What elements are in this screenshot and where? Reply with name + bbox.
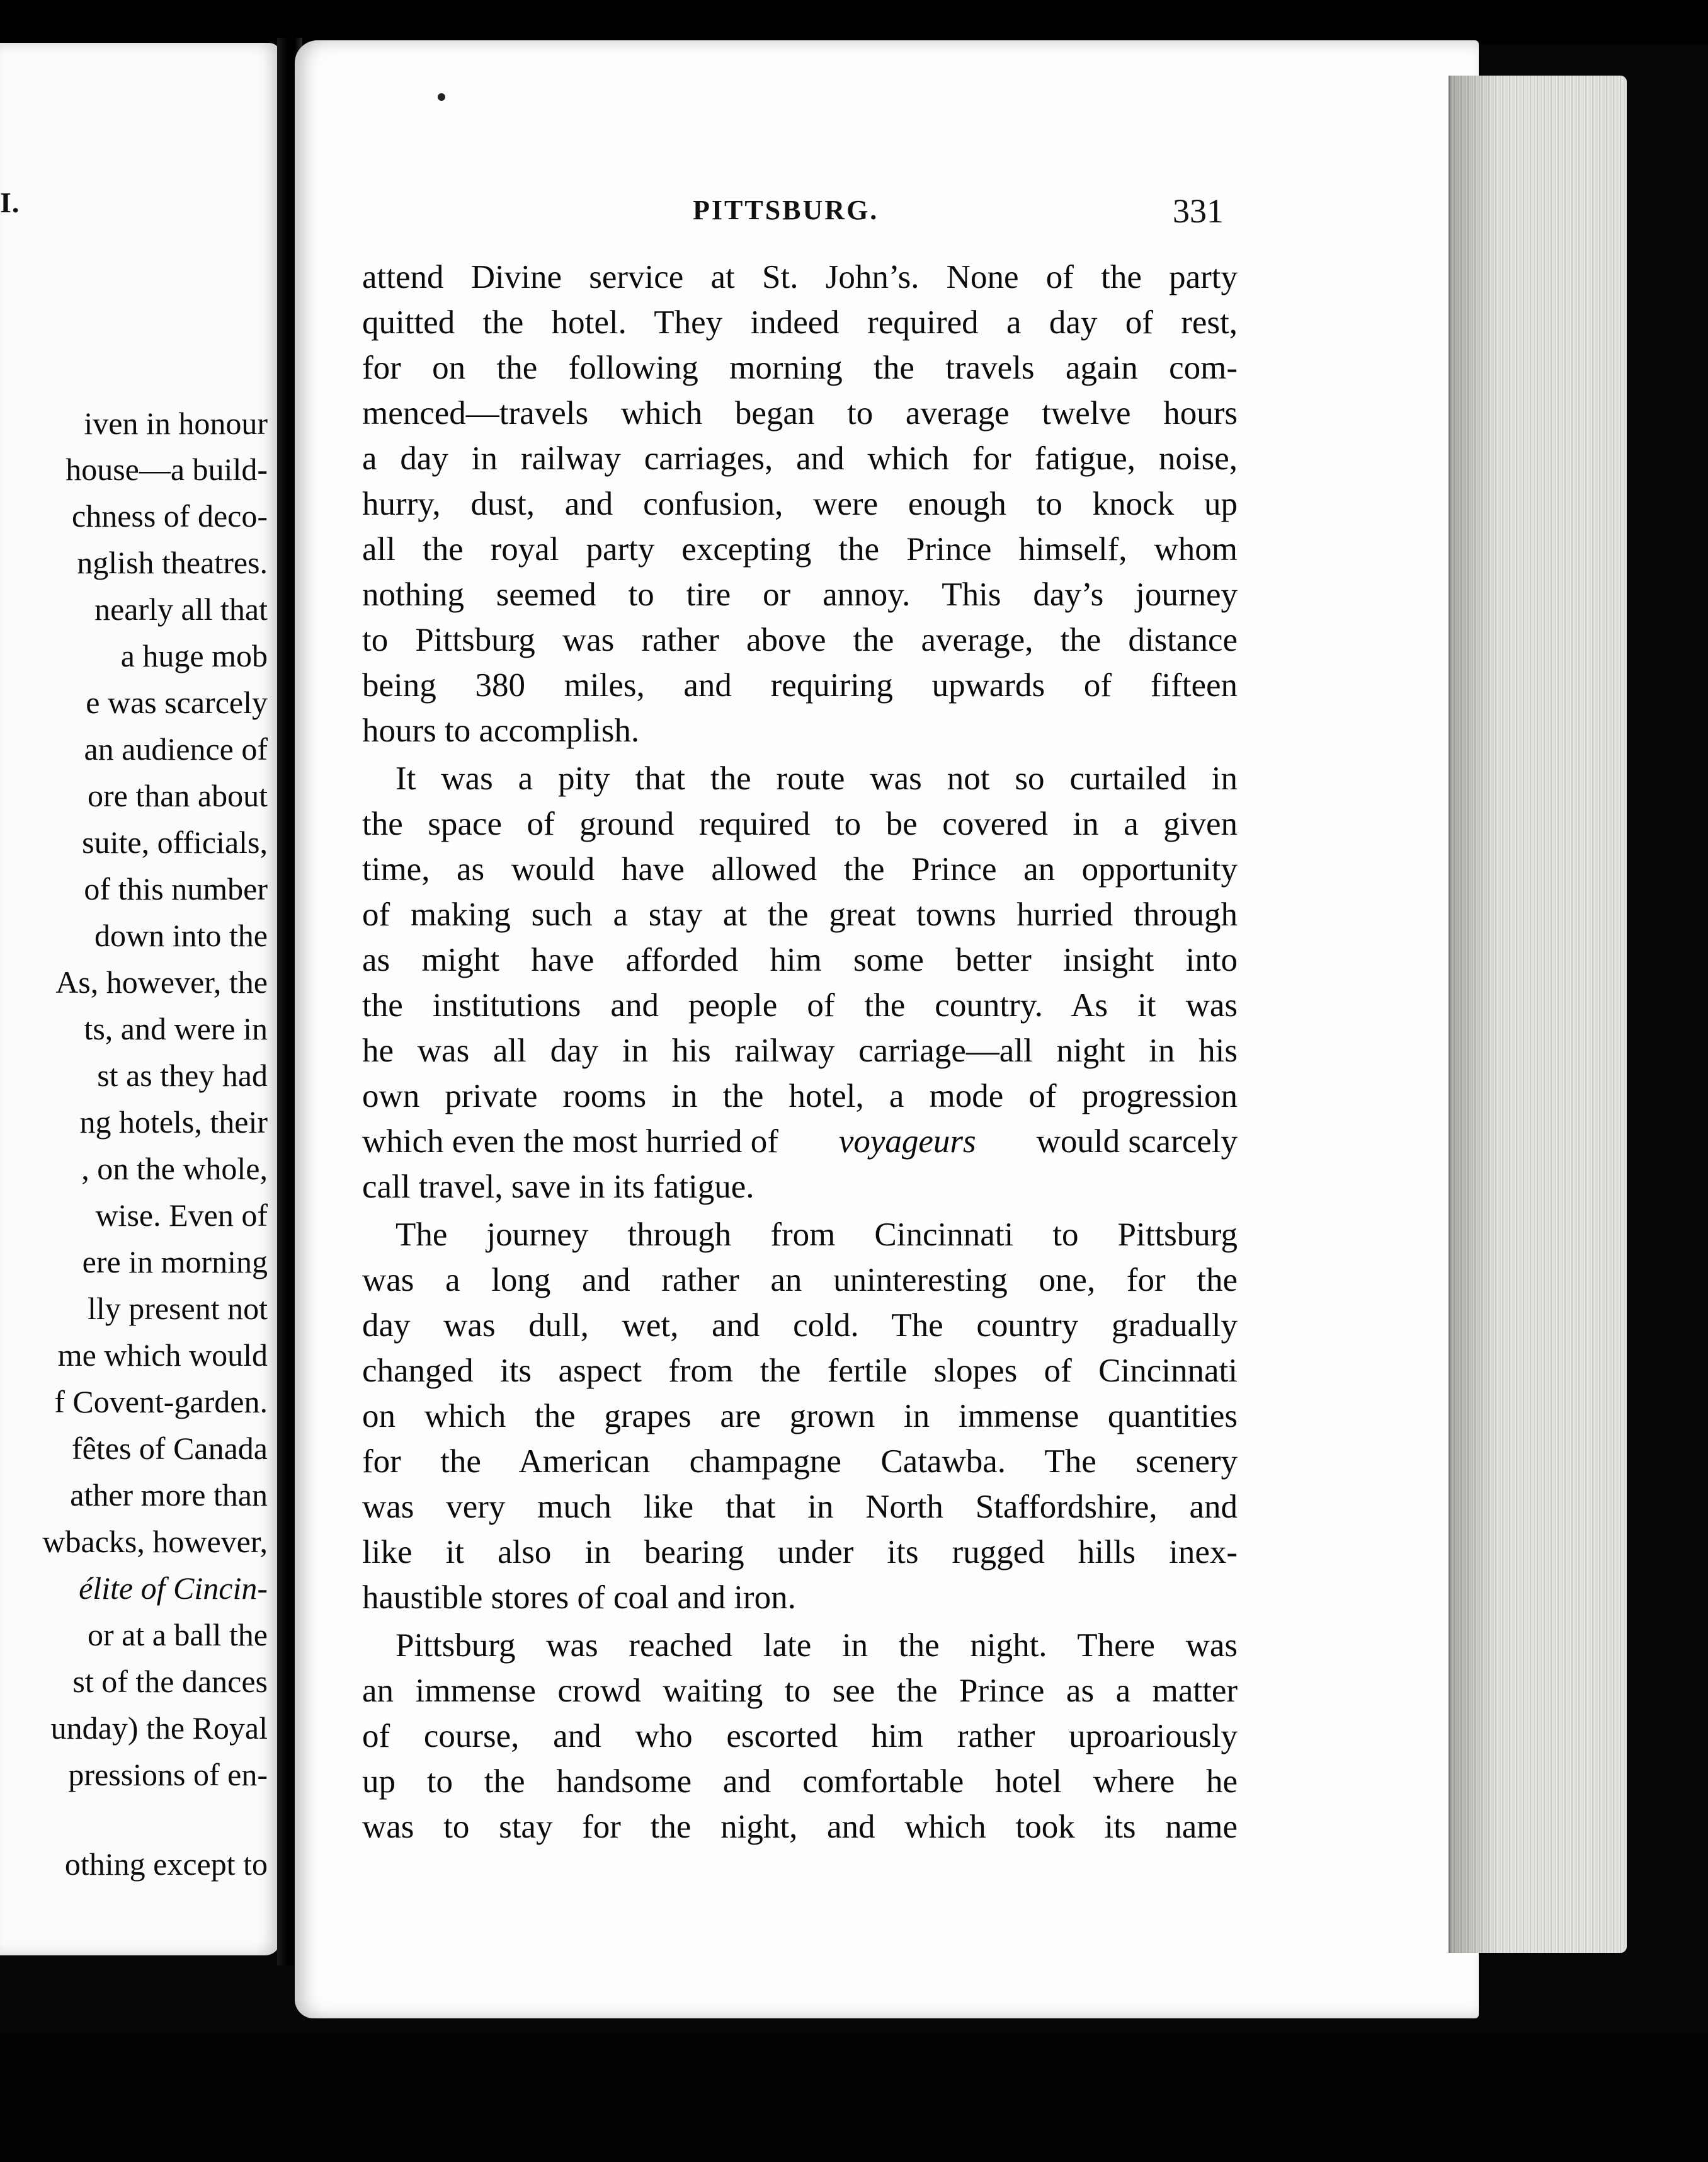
left-line: ather more than xyxy=(70,1477,268,1513)
body-line: was a long and rather an uninteresting one, for the xyxy=(362,1262,1238,1298)
left-line: unday) the Royal xyxy=(50,1710,268,1746)
left-line: élite of Cincin- xyxy=(79,1570,268,1606)
body-line: attend Divine service at St. John’s. None of the party xyxy=(362,259,1238,295)
left-line: chness of deco- xyxy=(72,498,268,534)
left-line: iven in honour xyxy=(84,406,268,441)
left-line: suite, officials, xyxy=(82,825,268,860)
body-line: quitted the hotel. They indeed required a day of rest, xyxy=(362,304,1238,341)
body-line: of making such a stay at the great towns hurried through xyxy=(362,896,1238,933)
scan-border-bottom xyxy=(0,2035,1708,2162)
foreign-term: voyageurs xyxy=(838,1123,976,1160)
body-line: to Pittsburg was rather above the average, the distance xyxy=(362,622,1238,658)
left-line: fêtes of Canada xyxy=(72,1431,268,1466)
left-line: lly present not xyxy=(87,1291,268,1326)
body-line: The journey through from Cincinnati to Pittsburg xyxy=(396,1216,1238,1253)
body-line: call travel, save in its fatigue. xyxy=(362,1169,754,1205)
body-line: It was a pity that the route was not so curtailed in xyxy=(396,760,1238,797)
left-page-text xyxy=(0,43,268,1955)
left-line: ts, and were in xyxy=(84,1011,268,1046)
body-line: was to stay for the night, and which took its name xyxy=(362,1809,1238,1845)
body-line: day was dull, wet, and cold. The country gradually xyxy=(362,1307,1238,1344)
body-line-part: which even the most hurried of xyxy=(362,1123,778,1160)
left-line: me which would xyxy=(57,1337,268,1373)
scan-border-top xyxy=(0,0,1708,44)
body-line: as might have afforded him some better insight into xyxy=(362,942,1238,978)
body-line: he was all day in his railway carriage—all night in his xyxy=(362,1032,1238,1069)
body-line: an immense crowd waiting to see the Prince as a matter xyxy=(362,1673,1238,1709)
left-line: ng hotels, their xyxy=(79,1104,268,1140)
left-line: othing except to xyxy=(64,1846,268,1882)
left-line: nearly all that xyxy=(94,592,268,627)
left-line: of this number xyxy=(84,871,268,907)
page-edge-shadow xyxy=(1449,76,1499,1953)
body-line: changed its aspect from the fertile slopes of Cincinnati xyxy=(362,1353,1238,1389)
left-page xyxy=(0,43,280,1955)
left-line: st as they had xyxy=(97,1058,268,1093)
body-line: being 380 miles, and requiring upwards of fifteen xyxy=(362,667,1238,704)
left-line: an audience of xyxy=(84,731,268,767)
body-line-part: would scarcely xyxy=(1036,1123,1238,1160)
left-line: pressions of en- xyxy=(68,1757,268,1792)
body-line: hurry, dust, and confusion, were enough to knock up xyxy=(362,486,1238,522)
body-line: like it also in bearing under its rugged hills inex- xyxy=(362,1534,1238,1570)
body-line: menced—travels which began to average twelve hours xyxy=(362,395,1238,432)
body-line: up to the handsome and comfortable hotel where he xyxy=(362,1763,1238,1800)
body-line: time, as would have allowed the Prince an opportunity xyxy=(362,851,1238,888)
left-page-header: I. xyxy=(0,186,20,219)
body-line: a day in railway carriages, and which for fatigue, noise, xyxy=(362,440,1238,477)
left-line: a huge mob xyxy=(120,638,268,673)
body-line: for on the following morning the travels again com- xyxy=(362,350,1238,386)
left-line: ore than about xyxy=(87,778,268,813)
body-line: was very much like that in North Staffordshire, and xyxy=(362,1489,1238,1525)
left-line: wise. Even of xyxy=(95,1198,268,1233)
running-head: PITTSBURG. xyxy=(693,195,879,226)
body-line xyxy=(362,1123,1238,1160)
body-line: on which the grapes are grown in immense quantities xyxy=(362,1398,1238,1434)
body-line: own private rooms in the hotel, a mode of progression xyxy=(362,1078,1238,1114)
left-line: wbacks, however, xyxy=(42,1524,268,1559)
left-line: or at a ball the xyxy=(88,1617,268,1652)
page-number: 331 xyxy=(1173,192,1224,230)
body-line: hours to accomplish. xyxy=(362,712,640,749)
body-line: haustible stores of coal and iron. xyxy=(362,1579,796,1616)
left-line: f Covent-garden. xyxy=(54,1384,268,1419)
left-line: house—a build- xyxy=(65,452,268,487)
body-line: Pittsburg was reached late in the night. There was xyxy=(396,1627,1238,1664)
body-line: for the American champagne Catawba. The scenery xyxy=(362,1443,1238,1480)
left-line: down into the xyxy=(94,918,268,953)
left-line: ere in morning xyxy=(82,1244,268,1279)
left-line: , on the whole, xyxy=(81,1151,268,1186)
body-line: of course, and who escorted him rather uproariously xyxy=(362,1718,1238,1754)
left-line: As, however, the xyxy=(55,964,268,1000)
left-line: e was scarcely xyxy=(86,685,268,720)
left-line: st of the dances xyxy=(72,1664,268,1699)
body-line: the institutions and people of the country. As it was xyxy=(362,987,1238,1024)
print-mark xyxy=(438,93,445,101)
body-line: all the royal party excepting the Prince himself, whom xyxy=(362,531,1238,568)
left-line: nglish theatres. xyxy=(77,545,268,580)
body-line: nothing seemed to tire or annoy. This day’s journey xyxy=(362,576,1238,613)
body-line: the space of ground required to be covered in a given xyxy=(362,806,1238,842)
